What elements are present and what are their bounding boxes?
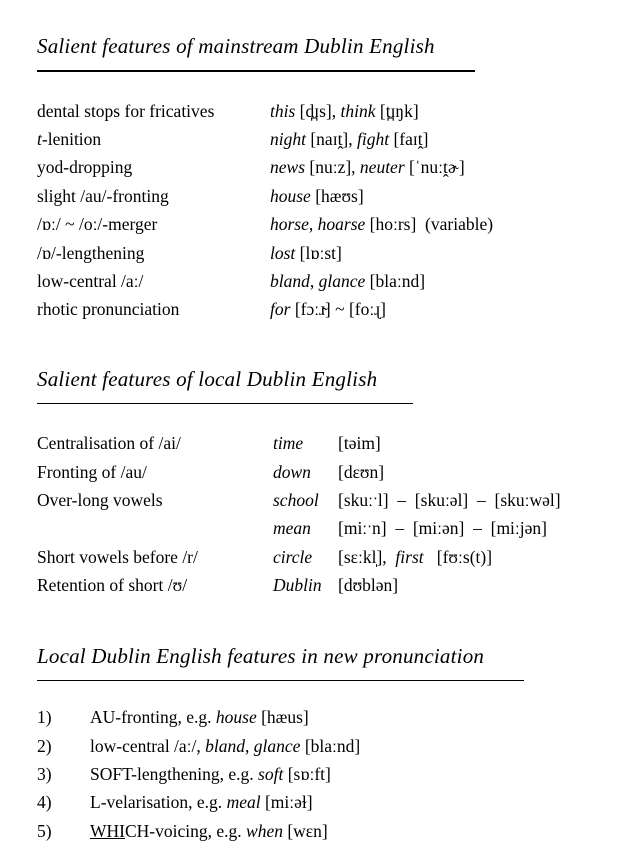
text-segment: AU-fronting, e.g.	[90, 707, 216, 728]
table-row	[37, 514, 598, 542]
list-item-text	[90, 732, 598, 760]
title-underline-rule	[37, 70, 475, 72]
text-segment: [t̪ɪŋk]	[379, 100, 419, 121]
text-segment: house	[270, 185, 316, 206]
feature-examples	[273, 543, 598, 571]
text-segment: bland	[205, 735, 246, 756]
text-segment: rhotic pronunciation	[37, 299, 180, 320]
text-segment: fight	[357, 128, 394, 149]
text-segment: Fronting of /au/	[37, 461, 147, 482]
text-segment: [təim]	[338, 433, 381, 454]
list-item-number: 4)	[37, 792, 52, 813]
list-item-text	[90, 760, 598, 788]
text-segment: think	[340, 100, 380, 121]
text-segment: /ɒ/-lengthening	[37, 242, 145, 263]
text-segment: for	[270, 299, 295, 320]
feature-label	[37, 514, 273, 542]
text-segment: CH-voicing, e.g.	[124, 820, 247, 841]
list-item-number: 1)	[37, 707, 52, 728]
text-segment: [dɛʊn]	[338, 461, 385, 482]
list-item	[37, 760, 598, 788]
text-segment: low-central /aː/	[37, 270, 144, 291]
table-row	[37, 295, 598, 323]
list-item	[37, 732, 598, 760]
list-item-text	[90, 817, 598, 845]
feature-label	[37, 125, 270, 153]
text-segment: [faɪṱ]	[393, 128, 429, 149]
text-segment: bland	[270, 270, 310, 291]
title-underline-rule	[37, 403, 413, 405]
text-segment: neuter	[359, 157, 410, 178]
text-segment: meal	[226, 792, 261, 813]
text-segment: ,	[308, 214, 318, 235]
text-segment: [sɛːkl̩],	[338, 546, 396, 567]
table-row	[37, 543, 598, 571]
feature-examples	[273, 486, 598, 514]
text-segment: house	[215, 707, 257, 728]
text-segment: slight /au/-fronting	[37, 185, 169, 206]
text-segment: t	[37, 128, 42, 149]
text-segment: Retention of short /ʊ/	[37, 575, 188, 596]
text-segment: [sɒːft]	[283, 764, 331, 784]
feature-label	[37, 210, 270, 238]
section-local-dublin-english	[37, 366, 598, 600]
table-row	[37, 239, 598, 267]
text-segment: [nuːz],	[309, 157, 360, 178]
text-segment: [d̪ɪs],	[299, 100, 341, 121]
table-row	[37, 486, 598, 514]
list-item-number: 5)	[37, 820, 52, 841]
text-segment: down	[273, 461, 311, 482]
text-segment: [wɛn]	[282, 820, 328, 841]
text-segment: [blaːnd]	[300, 735, 361, 756]
text-segment: this	[270, 100, 300, 121]
feature-examples	[270, 153, 598, 181]
feature-label	[37, 429, 273, 457]
text-segment: /ɒː/ ~ /oː/-merger	[37, 214, 158, 235]
feature-label	[37, 543, 273, 571]
text-segment: time	[273, 433, 304, 454]
feature-examples	[273, 514, 598, 542]
feature-label	[37, 97, 270, 125]
text-segment: when	[246, 820, 283, 841]
list-item	[37, 788, 598, 816]
section-new-pronunciation	[37, 643, 598, 846]
section-mainstream-dublin-english	[37, 33, 598, 324]
text-segment: school	[273, 490, 319, 511]
text-segment: night	[270, 128, 311, 149]
list-item-text	[90, 703, 598, 731]
table-row	[37, 153, 598, 181]
table-row	[37, 571, 598, 599]
text-segment: Centralisation of /ai/	[37, 433, 181, 454]
text-segment: news	[270, 157, 310, 178]
text-segment: [fɔːɹ̴] ~ [foːɻ]	[294, 299, 386, 320]
table-row	[37, 125, 598, 153]
text-segment: ,	[245, 735, 254, 756]
text-segment: Short vowels before /r/	[37, 546, 198, 567]
local-feature-table	[37, 429, 598, 599]
feature-label	[37, 182, 270, 210]
table-row	[37, 429, 598, 457]
list-item	[37, 703, 598, 731]
text-segment: lost	[270, 242, 300, 263]
text-segment: mean	[273, 518, 311, 539]
text-segment: hoarse	[317, 214, 370, 235]
text-segment: SOFT-lengthening, e.g.	[90, 764, 259, 784]
title-underline-rule	[37, 680, 524, 682]
table-row	[37, 182, 598, 210]
feature-examples	[270, 125, 598, 153]
feature-examples	[273, 429, 598, 457]
text-segment: L-velarisation, e.g.	[90, 792, 227, 813]
feature-label	[37, 295, 270, 323]
numbered-feature-list	[37, 703, 598, 845]
feature-examples	[270, 97, 598, 125]
feature-examples	[273, 571, 598, 599]
text-segment: glance	[318, 270, 370, 291]
table-row	[37, 97, 598, 125]
feature-label	[37, 486, 273, 514]
text-segment: Dublin	[273, 575, 322, 596]
text-segment: [fʊːs(t)]	[423, 546, 493, 567]
list-item-number: 3)	[37, 764, 52, 784]
text-segment: -lenition	[41, 128, 102, 149]
feature-label	[37, 571, 273, 599]
feature-label	[37, 267, 270, 295]
text-segment: [hæʊs]	[315, 185, 364, 206]
text-segment: [miːəɫ]	[260, 792, 313, 813]
text-segment: [miːˑn] – [miːən] – [miːjən]	[338, 518, 547, 539]
section-title-new-pronunciation: Local Dublin English features in new pronunciation	[37, 643, 485, 668]
table-row	[37, 267, 598, 295]
text-segment: [naɪṱ],	[310, 128, 358, 149]
feature-label	[37, 458, 273, 486]
feature-examples	[270, 210, 598, 238]
text-segment: [ˈnuːṱɚ]	[409, 157, 465, 178]
table-row	[37, 458, 598, 486]
feature-examples	[273, 458, 598, 486]
text-segment: soft	[258, 764, 284, 784]
feature-examples	[270, 295, 598, 323]
text-segment: dental stops for fricatives	[37, 100, 215, 121]
feature-label	[37, 153, 270, 181]
list-item-text	[90, 788, 598, 816]
text-segment: [dʊblən]	[338, 575, 399, 596]
text-segment: WHI	[90, 820, 125, 841]
text-segment: [hæus]	[256, 707, 309, 728]
feature-examples	[270, 267, 598, 295]
feature-label	[37, 239, 270, 267]
text-segment: horse	[270, 214, 309, 235]
list-item-number: 2)	[37, 735, 52, 756]
text-segment: ,	[309, 270, 319, 291]
text-segment: glance	[253, 735, 301, 756]
text-segment: first	[395, 546, 424, 567]
text-segment: [skuːˑl] – [skuːəl] – [skuːwəl]	[338, 490, 561, 511]
text-segment: yod-dropping	[37, 157, 133, 178]
section-title-local: Salient features of local Dublin English	[37, 366, 378, 391]
text-segment: [hoːrs] (variable)	[369, 214, 494, 235]
text-segment: Over-long vowels	[37, 490, 163, 511]
text-segment: low-central /aː/,	[90, 735, 206, 756]
table-row	[37, 210, 598, 238]
text-segment: [blaːnd]	[369, 270, 426, 291]
feature-examples	[270, 182, 598, 210]
text-segment: circle	[273, 546, 313, 567]
text-segment: [lɒːst]	[299, 242, 342, 263]
list-item	[37, 817, 598, 845]
feature-examples	[270, 239, 598, 267]
section-title-mainstream: Salient features of mainstream Dublin English	[37, 34, 435, 58]
mainstream-feature-table	[37, 97, 598, 324]
